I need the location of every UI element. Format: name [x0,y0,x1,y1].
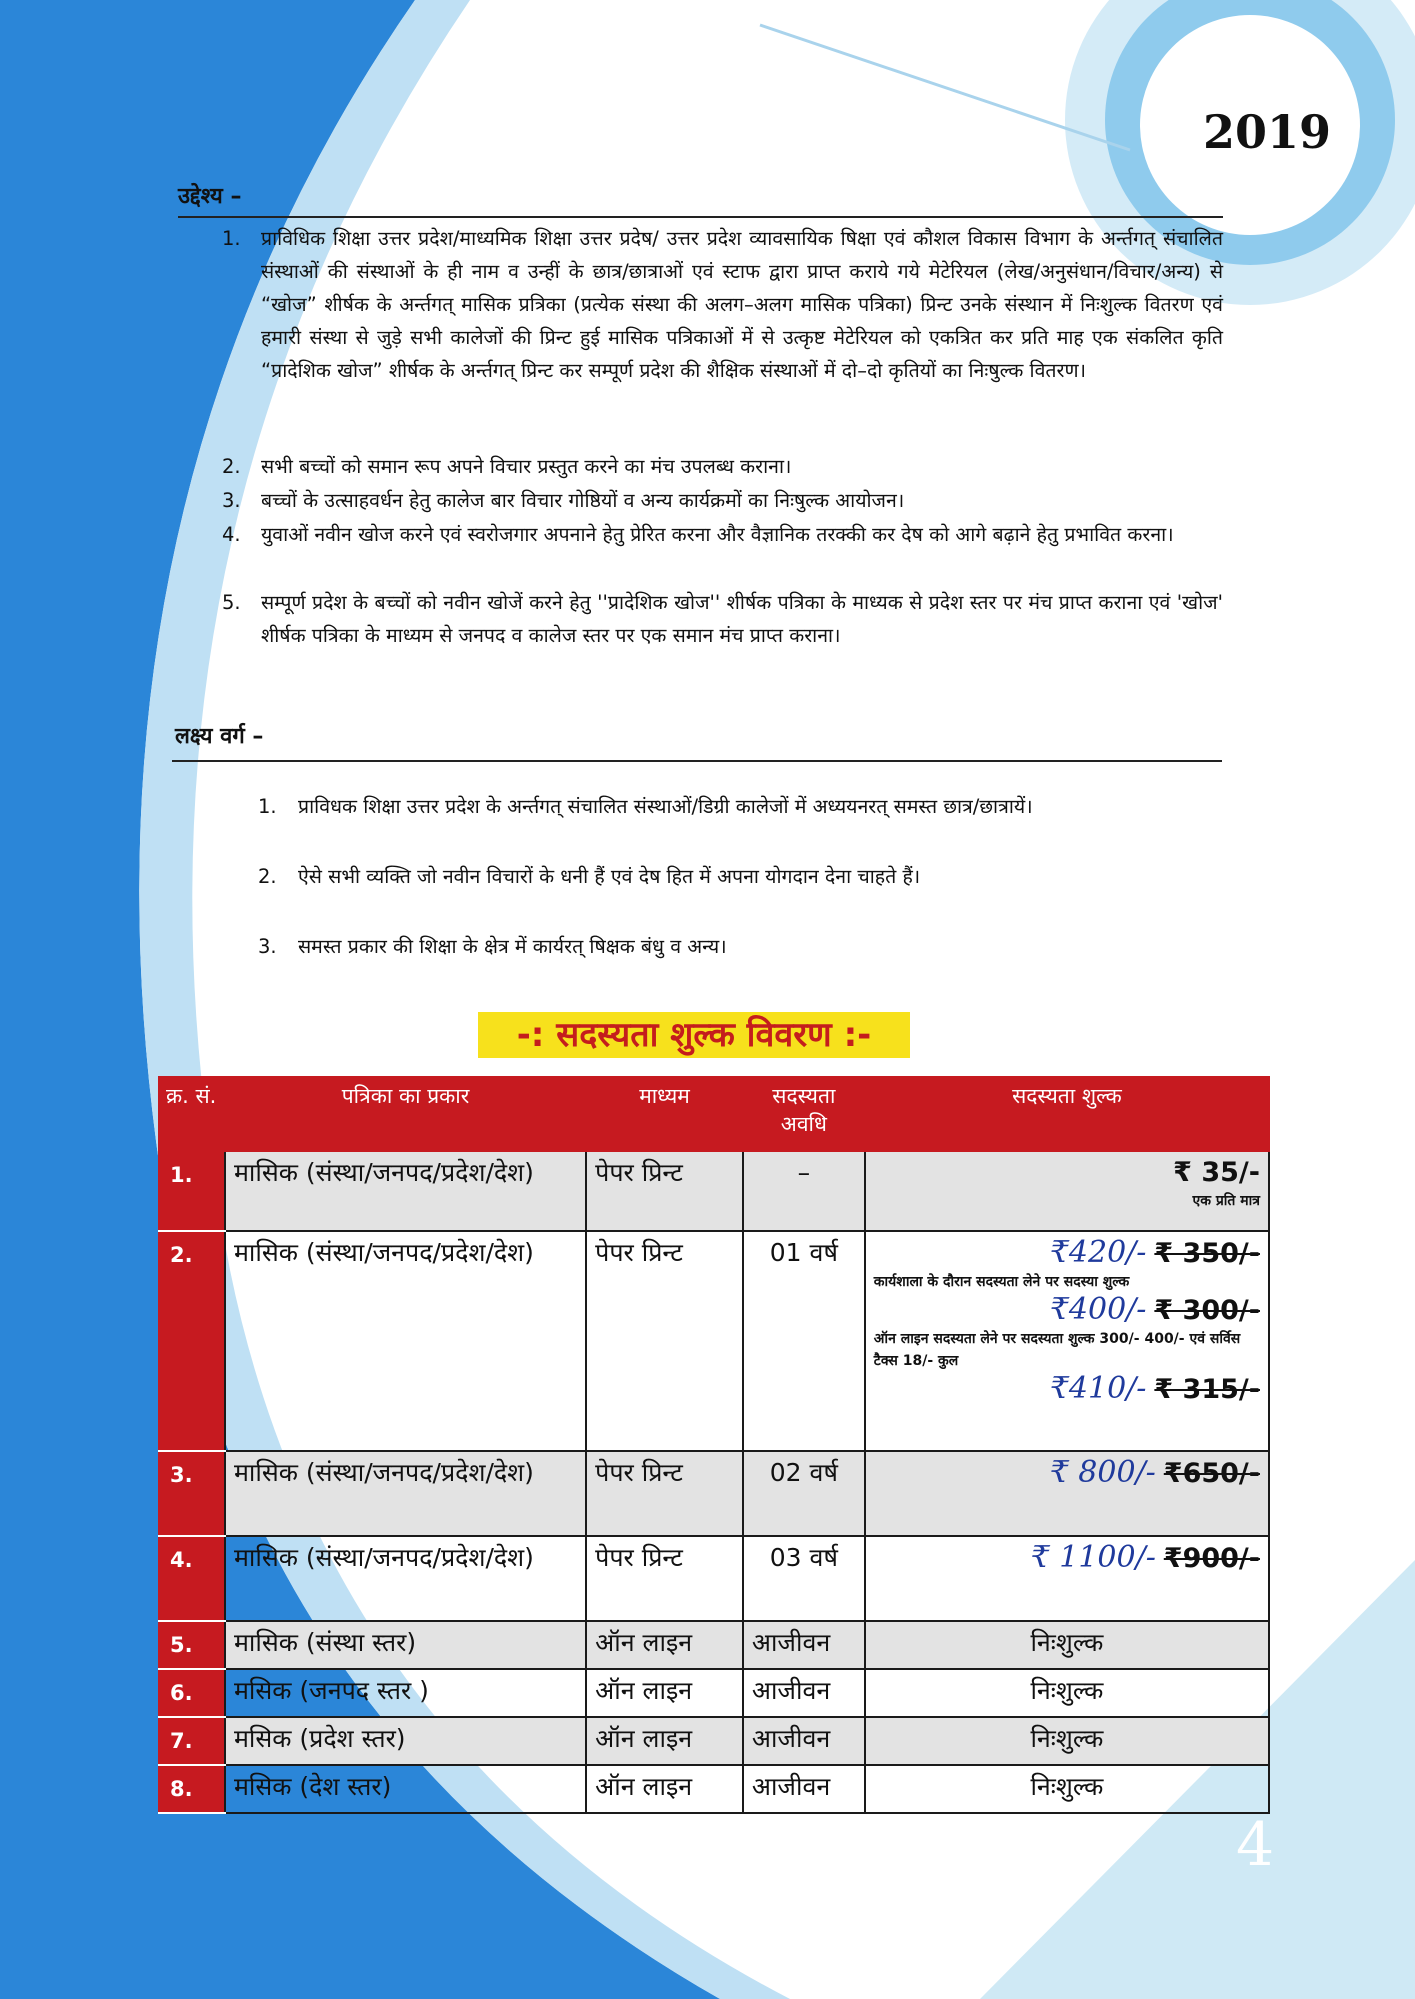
col-header-fee: सदस्यता शुल्क [865,1077,1269,1151]
row-period: आजीवन [743,1621,865,1669]
handwritten-fee: ₹420/- [1049,1235,1147,1270]
col-header-period: सदस्यता अवधि [743,1077,865,1151]
row-medium: पेपर प्रिन्ट [586,1451,743,1536]
table-row [159,1669,1269,1717]
target-heading: लक्ष्य वर्ग – [175,724,264,749]
row-period: 03 वर्ष [743,1536,865,1621]
row-period: आजीवन [743,1717,865,1765]
table-row [159,1451,1269,1536]
fee-table-header [159,1077,1269,1151]
objectives-rule [178,216,1223,218]
fee-section-title: -: सदस्यता शुल्क विवरण :- [478,1012,910,1058]
target-text: ऐसे सभी व्यक्ति जो नवीन विचारों के धनी हैं एवं देष हित में अपना योगदान देना चाहते हैं। [298,865,921,888]
row-sn: 4. [159,1536,225,1621]
row-medium: पेपर प्रिन्ट [586,1536,743,1621]
row-type: मसिक (प्रदेश स्तर) [225,1717,586,1765]
table-row [159,1536,1269,1621]
page-number: 4 [1236,1810,1275,1880]
col-header-sn: क्र. सं. [159,1077,225,1151]
row-medium: ऑन लाइन [586,1717,743,1765]
handwritten-fee: ₹400/- [1049,1292,1147,1327]
row-type: मासिक (संस्था/जनपद/प्रदेश/देश) [225,1151,586,1231]
row-sn: 3. [159,1451,225,1536]
table-row [159,1151,1269,1231]
printed-fee-struck: ₹900/- [1163,1543,1260,1574]
row-period: आजीवन [743,1765,865,1813]
objectives-heading: उद्देश्य – [178,184,242,209]
objective-text: प्राविधिक शिक्षा उत्तर प्रदेश/माध्यमिक शिक्षा उत्तर प्रदेष/ उत्तर प्रदेश व्यावसायिक षिक्षा एवं कौशल विकास विभाग के अर्न्तगत् संचालित संस्थाओं की संस्थाओं के ही नाम व उन्हीं के छात्र/छात्राओं एवं स्टाफ द्वारा प्राप्त कराये गये मेटेरियल (लेख/अनुसंधान/विचार/अन्य) से “खोज” शीर्षक के अर्न्तगत् मासिक प्रत्रिका (प्रत्येक संस्था की अलग–अलग मासिक पत्रिका) प्रिन्ट उनके संस्थान में निःशुल्क वितरण एवं हमारी संस्था से जुड़े सभी कालेजों की प्रिन्ट हुई मासिक पत्रिकाओं में से उत्कृष्ट मेटेरियल को एकत्रित कर प्रति माह एक संकलित कृति “प्रादेशिक खोज” शीर्षक के अर्न्तगत् प्रिन्ट कर सम्पूर्ण प्रदेश की शैक्षिक संस्थाओं में दो–दो कृतियों का निःषुल्क वितरण। [261,227,1223,382]
row-medium: पेपर प्रिन्ट [586,1151,743,1231]
row-fee-cell [865,1536,1269,1621]
row-fee: निःशुल्क [865,1669,1269,1717]
printed-fee-struck: ₹ 350/- [1154,1238,1260,1269]
table-row [159,1717,1269,1765]
fee-table [158,1076,1270,1814]
printed-fee-struck: ₹ 315/- [1154,1374,1260,1405]
row-type: मासिक (संस्था/जनपद/प्रदेश/देश) [225,1451,586,1536]
row-type: मासिक (संस्था स्तर) [225,1621,586,1669]
printed-fee-struck: ₹ 300/- [1154,1295,1260,1326]
year-label: 2019 [1203,105,1332,159]
row-period: आजीवन [743,1669,865,1717]
handwritten-fee: ₹ 800/- [1049,1455,1156,1490]
row-fee: निःशुल्क [865,1765,1269,1813]
objective-number: 4. [222,523,241,546]
objective-number: 3. [222,489,241,512]
objective-text: सभी बच्चों को समान रूप अपने विचार प्रस्तुत करने का मंच उपलब्ध कराना। [261,455,792,478]
row-sn: 1. [159,1151,225,1231]
col-header-medium: माध्यम [586,1077,743,1151]
objective-number: 2. [222,455,241,478]
printed-fee-struck: ₹650/- [1163,1458,1260,1489]
row-fee-note: एक प्रति मात्र [1192,1193,1260,1209]
row-medium: ऑन लाइन [586,1669,743,1717]
objective-text: सम्पूर्ण प्रदेश के बच्चों को नवीन खोजें करने हेतु ''प्रादेशिक खोज'' शीर्षक पत्रिका के माध्यक से प्रदेश स्तर पर मंच प्राप्त कराना एवं 'खोज' शीर्षक पत्रिका के माध्यम से जनपद व कालेज स्तर पर एक समान मंच प्राप्त कराना। [261,591,1223,647]
objective-number: 1. [222,227,241,250]
row-period: 02 वर्ष [743,1451,865,1536]
row-fee-cell [865,1231,1269,1451]
target-rule [172,760,1222,762]
row-period: – [743,1151,865,1231]
table-row [159,1765,1269,1813]
handwritten-fee: ₹410/- [1049,1371,1147,1406]
row-type: मासिक (संस्था/जनपद/प्रदेश/देश) [225,1231,586,1451]
fee-note: कार्यशाला के दौरान सदस्यता लेने पर सदस्या शुल्क [873,1274,1130,1290]
row-fee: निःशुल्क [865,1621,1269,1669]
target-number: 1. [258,795,277,818]
target-number: 2. [258,865,277,888]
row-fee: ₹ 35/- [1173,1157,1260,1188]
fee-line-2 [874,1293,1260,1328]
fee-line-3 [874,1372,1260,1407]
target-text: समस्त प्रकार की शिक्षा के क्षेत्र में कार्यरत् षिक्षक बंधु व अन्य। [298,935,727,958]
target-text: प्राविधक शिक्षा उत्तर प्रदेश के अर्न्तगत् संचालित संस्थाओं/डिग्री कालेजों में अध्ययनरत् समस्त छात्र/छात्रायें। [298,795,1033,818]
handwritten-fee: ₹ 1100/- [1030,1540,1156,1575]
target-number: 3. [258,935,277,958]
objective-number: 5. [222,591,241,614]
col-header-type: पत्रिका का प्रकार [225,1077,586,1151]
row-type: मसिक (देश स्तर) [225,1765,586,1813]
row-medium: पेपर प्रिन्ट [586,1231,743,1451]
row-sn: 8. [159,1765,225,1813]
row-type: मसिक (जनपद स्तर ) [225,1669,586,1717]
row-fee-cell [865,1451,1269,1536]
row-fee-cell [865,1151,1269,1231]
objective-text: बच्चों के उत्साहवर्धन हेतु कालेज बार विचार गोष्ठियों व अन्य कार्यक्रमों का निःषुल्क आयोजन। [261,489,905,512]
row-sn: 2. [159,1231,225,1451]
row-medium: ऑन लाइन [586,1621,743,1669]
row-fee: निःशुल्क [865,1717,1269,1765]
row-period: 01 वर्ष [743,1231,865,1451]
fee-note: ऑन लाइन सदस्यता लेने पर सदस्यता शुल्क 300/- 400/- एवं सर्विस टैक्स 18/- कुल [873,1331,1241,1369]
row-medium: ऑन लाइन [586,1765,743,1813]
table-row [159,1621,1269,1669]
row-type: मासिक (संस्था/जनपद/प्रदेश/देश) [225,1536,586,1621]
row-sn: 6. [159,1669,225,1717]
row-sn: 5. [159,1621,225,1669]
objective-text: युवाओं नवीन खोज करने एवं स्वरोजगार अपनाने हेतु प्रेरित करना और वैज्ञानिक तरक्की कर देष को आगे बढ़ाने हेतु प्रभावित करना। [261,523,1174,546]
table-row [159,1231,1269,1451]
fee-line-1 [874,1236,1260,1271]
row-sn: 7. [159,1717,225,1765]
